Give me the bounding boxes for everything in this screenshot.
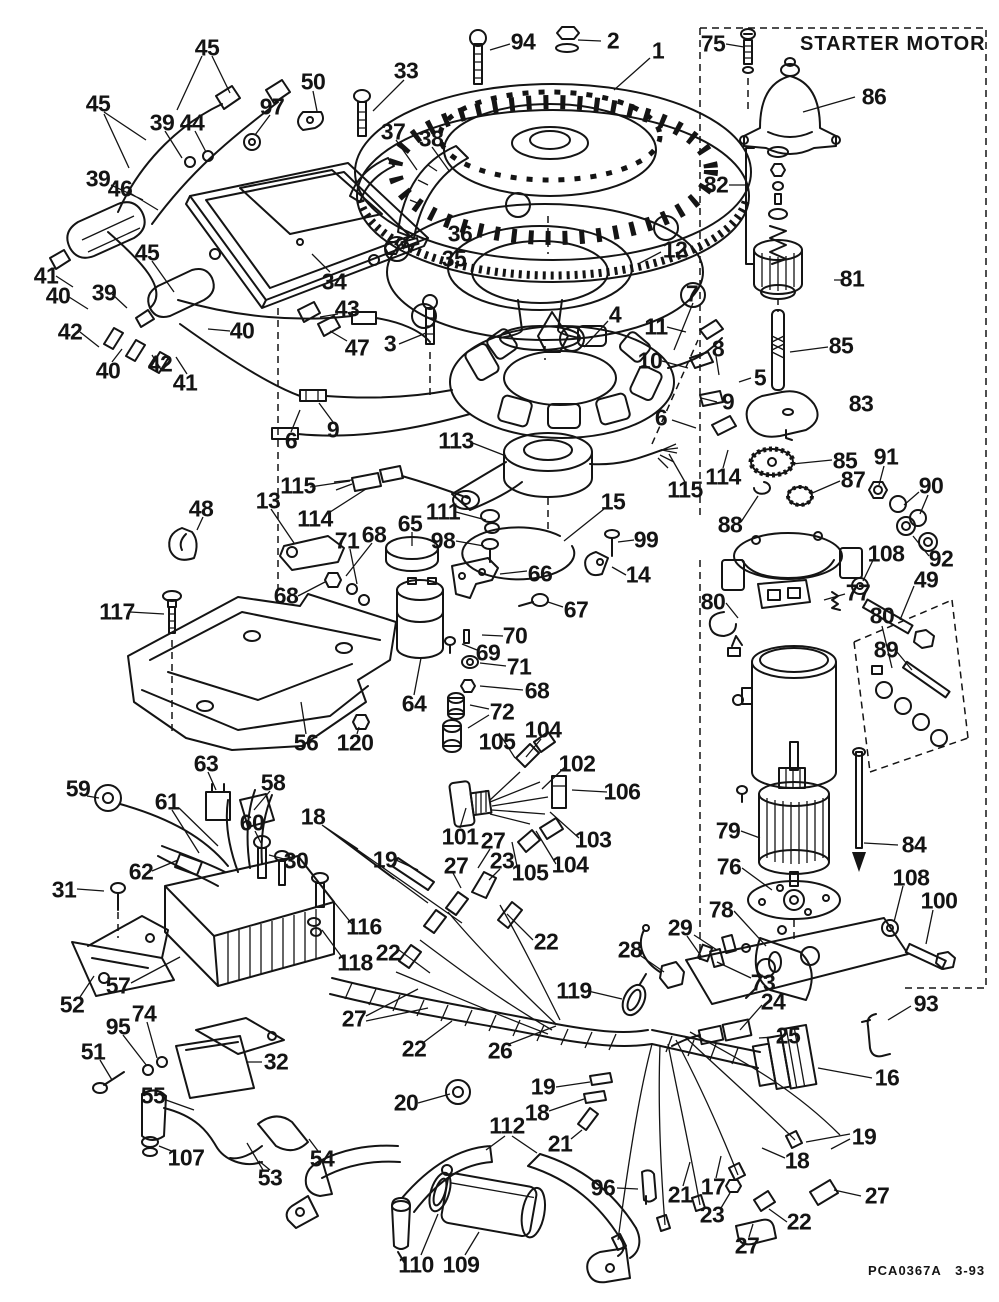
callout-15: 15: [600, 488, 626, 515]
callout-19: 19: [530, 1073, 556, 1100]
callout-58: 58: [260, 769, 286, 796]
callout-71: 71: [506, 653, 532, 680]
callout-64: 64: [401, 690, 427, 717]
callout-102: 102: [558, 750, 596, 777]
callout-84: 84: [901, 831, 927, 858]
callout-120: 120: [336, 729, 374, 756]
callout-111: 111: [425, 498, 461, 525]
callout-113: 113: [438, 427, 474, 454]
callout-59: 59: [65, 775, 91, 802]
callout-104: 104: [551, 851, 589, 878]
callout-36: 36: [447, 220, 473, 247]
callout-4: 4: [608, 301, 622, 328]
callout-17: 17: [700, 1173, 726, 1200]
callout-79: 79: [715, 817, 741, 844]
callout-27: 27: [734, 1232, 760, 1259]
callout-112: 112: [489, 1112, 525, 1139]
callout-21: 21: [667, 1181, 693, 1208]
callout-99: 99: [633, 526, 659, 553]
callout-5: 5: [753, 364, 767, 391]
callout-96: 96: [590, 1174, 616, 1201]
callout-24: 24: [760, 988, 786, 1015]
callout-29: 29: [667, 914, 693, 941]
callout-1: 1: [651, 37, 665, 64]
callout-38: 38: [418, 125, 444, 152]
callout-94: 94: [510, 28, 536, 55]
callout-9: 9: [721, 388, 735, 415]
callout-3: 3: [383, 330, 397, 357]
callout-10: 10: [637, 347, 663, 374]
callout-90: 90: [918, 472, 944, 499]
callout-69: 69: [475, 639, 501, 666]
callout-49: 49: [913, 566, 939, 593]
callout-88: 88: [717, 511, 743, 538]
callout-95: 95: [105, 1013, 131, 1040]
callout-8: 8: [711, 335, 725, 362]
callout-107: 107: [167, 1144, 205, 1171]
callout-83: 83: [848, 390, 874, 417]
callout-22: 22: [533, 928, 559, 955]
callout-34: 34: [321, 268, 347, 295]
callout-65: 65: [397, 510, 423, 537]
callout-70: 70: [502, 622, 528, 649]
callout-74: 74: [131, 1000, 157, 1027]
callout-78: 78: [708, 896, 734, 923]
callout-61: 61: [154, 788, 180, 815]
callout-54: 54: [309, 1145, 335, 1172]
callout-80: 80: [869, 602, 895, 629]
callout-44: 44: [179, 109, 205, 136]
callout-75: 75: [700, 30, 726, 57]
callout-43: 43: [334, 295, 360, 322]
callout-27: 27: [480, 827, 506, 854]
callout-62: 62: [128, 858, 154, 885]
callout-40: 40: [95, 357, 121, 384]
callout-86: 86: [861, 83, 887, 110]
callout-115: 115: [280, 472, 316, 499]
callout-71: 71: [334, 527, 360, 554]
callout-55: 55: [140, 1082, 166, 1109]
callout-39: 39: [91, 279, 117, 306]
callout-114: 114: [297, 505, 333, 532]
callout-66: 66: [527, 560, 553, 587]
callout-22: 22: [401, 1035, 427, 1062]
callout-63: 63: [193, 750, 219, 777]
callout-67: 67: [563, 596, 589, 623]
callout-7: 7: [685, 280, 699, 307]
callout-11: 11: [644, 313, 668, 340]
callout-87: 87: [840, 466, 866, 493]
callout-105: 105: [478, 728, 516, 755]
callout-117: 117: [99, 598, 135, 625]
callout-2: 2: [606, 27, 620, 54]
callout-91: 91: [873, 443, 899, 470]
callout-30: 30: [283, 847, 309, 874]
callout-76: 76: [716, 853, 742, 880]
callout-31: 31: [51, 876, 77, 903]
callout-45: 45: [85, 90, 111, 117]
callout-18: 18: [524, 1099, 550, 1126]
callout-12: 12: [662, 236, 688, 263]
callout-101: 101: [441, 823, 479, 850]
callout-27: 27: [341, 1005, 367, 1032]
callout-98: 98: [430, 527, 456, 554]
callout-23: 23: [489, 847, 515, 874]
callout-18: 18: [300, 803, 326, 830]
callout-57: 57: [105, 972, 131, 999]
callout-22: 22: [375, 939, 401, 966]
callout-116: 116: [346, 913, 382, 940]
callout-40: 40: [229, 317, 255, 344]
callout-110: 110: [398, 1251, 434, 1278]
callout-73: 73: [750, 969, 776, 996]
callout-40: 40: [45, 282, 71, 309]
callout-27: 27: [864, 1182, 890, 1209]
callout-68: 68: [524, 677, 550, 704]
callout-21: 21: [547, 1130, 573, 1157]
callout-46: 46: [107, 175, 133, 202]
callout-68: 68: [361, 521, 387, 548]
callout-93: 93: [913, 990, 939, 1017]
callout-25: 25: [775, 1022, 801, 1049]
callout-35: 35: [441, 245, 467, 272]
callout-82: 82: [703, 171, 729, 198]
callout-23: 23: [699, 1201, 725, 1228]
callout-27: 27: [443, 852, 469, 879]
callout-81: 81: [839, 265, 865, 292]
callout-108: 108: [892, 864, 930, 891]
callout-33: 33: [393, 57, 419, 84]
callout-53: 53: [257, 1164, 283, 1191]
callout-13: 13: [255, 487, 281, 514]
callout-39: 39: [149, 109, 175, 136]
callout-20: 20: [393, 1089, 419, 1116]
callout-92: 92: [928, 545, 954, 572]
callout-6: 6: [654, 404, 668, 431]
callout-60: 60: [239, 809, 265, 836]
callout-28: 28: [617, 936, 643, 963]
callout-108: 108: [867, 540, 905, 567]
callout-18: 18: [784, 1147, 810, 1174]
callout-39: 39: [85, 165, 111, 192]
callout-68: 68: [273, 582, 299, 609]
callout-119: 119: [556, 977, 592, 1004]
callout-89: 89: [873, 636, 899, 663]
callout-100: 100: [920, 887, 958, 914]
callout-106: 106: [603, 778, 641, 805]
callout-45: 45: [134, 239, 160, 266]
part-code-footer: PCA0367A 3-93: [868, 1263, 986, 1278]
callout-14: 14: [625, 561, 651, 588]
callout-48: 48: [188, 495, 214, 522]
starter-motor-title: STARTER MOTOR: [800, 33, 986, 55]
callout-77: 77: [845, 579, 871, 606]
callout-114: 114: [705, 463, 741, 490]
callout-109: 109: [442, 1251, 480, 1278]
callout-45: 45: [194, 34, 220, 61]
callout-9: 9: [326, 416, 340, 443]
callout-19: 19: [372, 846, 398, 873]
callout-105: 105: [511, 859, 549, 886]
callout-51: 51: [80, 1038, 106, 1065]
callout-56: 56: [293, 729, 319, 756]
callout-50: 50: [300, 68, 326, 95]
callout-103: 103: [574, 826, 612, 853]
callout-41: 41: [172, 369, 198, 396]
callout-97: 97: [259, 93, 285, 120]
callout-42: 42: [147, 350, 173, 377]
callout-6: 6: [284, 427, 298, 454]
callout-16: 16: [874, 1064, 900, 1091]
callout-104: 104: [524, 716, 562, 743]
callout-52: 52: [59, 991, 85, 1018]
callout-72: 72: [489, 698, 515, 725]
callout-85: 85: [832, 447, 858, 474]
callout-85: 85: [828, 332, 854, 359]
callout-118: 118: [337, 949, 373, 976]
callout-19: 19: [851, 1123, 877, 1150]
callout-42: 42: [57, 318, 83, 345]
callout-47: 47: [344, 334, 370, 361]
callout-26: 26: [487, 1037, 513, 1064]
callout-80: 80: [700, 588, 726, 615]
callout-37: 37: [380, 118, 406, 145]
callout-41: 41: [33, 262, 59, 289]
callout-22: 22: [786, 1208, 812, 1235]
callout-115: 115: [667, 476, 703, 503]
callout-32: 32: [263, 1048, 289, 1075]
